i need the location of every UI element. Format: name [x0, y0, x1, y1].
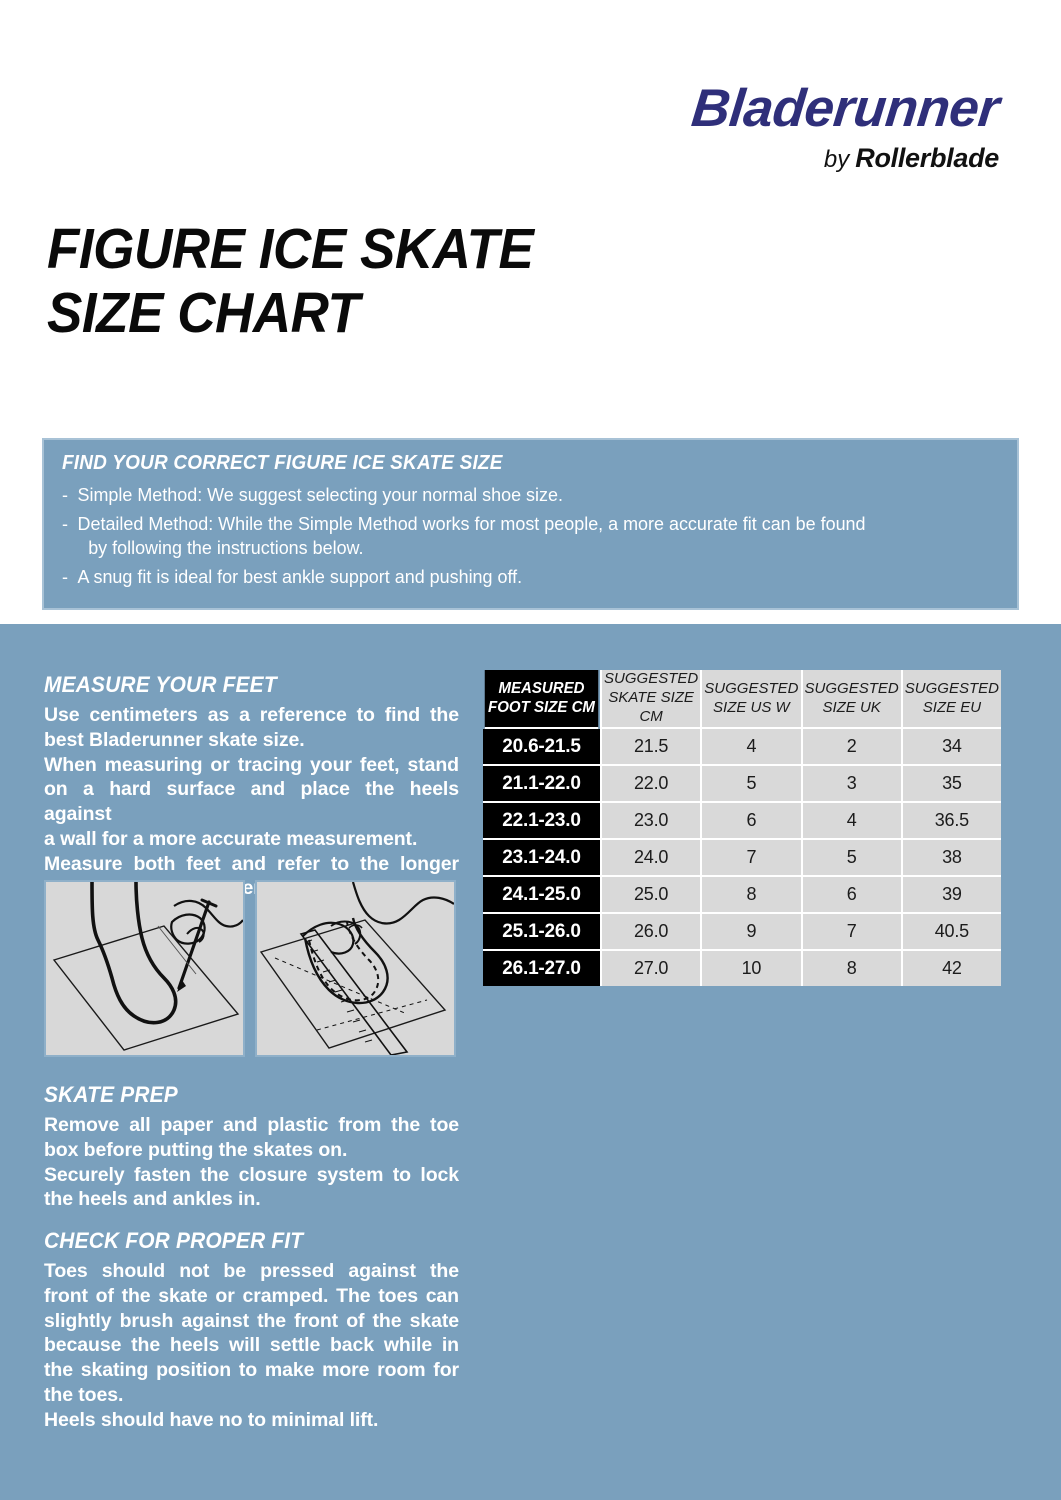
cell-measured-foot-size: 25.1-26.0 — [483, 914, 600, 951]
byline-by-word: by — [823, 146, 850, 173]
list-item — [62, 483, 971, 507]
instructions-panel — [0, 624, 1061, 1500]
table-row — [483, 951, 1001, 986]
find-your-size-info-box — [42, 438, 1019, 610]
cell-size-us-w: 7 — [700, 840, 800, 877]
body-line: When measuring or tracing your feet, stand — [44, 753, 459, 776]
cell-size-eu: 40.5 — [901, 914, 1001, 951]
cell-size-us-w: 8 — [700, 877, 800, 914]
cell-skate-size-cm: 22.0 — [600, 766, 700, 803]
cell-measured-foot-size: 21.1-22.0 — [483, 766, 600, 803]
skate-prep-body — [44, 1113, 459, 1212]
cell-skate-size-cm: 25.0 — [600, 877, 700, 914]
cell-skate-size-cm: 26.0 — [600, 914, 700, 951]
cell-size-us-w: 10 — [700, 951, 800, 986]
body-line: Remove all paper and plastic from the toe — [44, 1114, 459, 1136]
header-line: SKATE SIZE CM — [608, 689, 694, 725]
skate-prep-section — [44, 1082, 459, 1212]
measure-outline-with-ruler-illustration — [255, 880, 456, 1057]
page-title — [47, 218, 791, 346]
brand-byline — [692, 145, 999, 172]
cell-size-eu: 34 — [901, 729, 1001, 766]
cell-size-eu: 35 — [901, 766, 1001, 803]
cell-skate-size-cm: 24.0 — [600, 840, 700, 877]
bullet-dash: - — [62, 484, 68, 505]
header-line: SUGGESTED — [904, 679, 999, 697]
body-line: best Bladerunner skate size. — [44, 728, 305, 751]
cell-measured-foot-size: 22.1-23.0 — [483, 803, 600, 840]
cell-size-us-w: 9 — [700, 914, 800, 951]
cell-size-uk: 5 — [801, 840, 901, 877]
column-header-size-eu — [901, 670, 1001, 729]
body-line: a wall for a more accurate measurement. — [44, 827, 418, 850]
cell-size-us-w: 5 — [700, 766, 800, 803]
cell-size-uk: 6 — [801, 877, 901, 914]
body-line: on a hard surface and place the heels against — [44, 778, 459, 825]
list-item-text: Simple Method: We suggest selecting your normal shoe size. — [77, 484, 563, 505]
cell-size-uk: 2 — [801, 729, 901, 766]
table-header-row — [483, 670, 1001, 729]
measurement-illustrations — [44, 880, 462, 1057]
body-line: the toes. — [44, 1383, 124, 1406]
cell-measured-foot-size: 20.6-21.5 — [483, 729, 600, 766]
cell-measured-foot-size: 24.1-25.0 — [483, 877, 600, 914]
column-header-size-uk — [801, 670, 901, 729]
skate-prep-heading: SKATE PREP — [44, 1082, 178, 1107]
page-title-line-1: FIGURE ICE SKATE — [47, 217, 534, 281]
cell-size-uk: 8 — [801, 951, 901, 986]
cell-size-us-w: 6 — [700, 803, 800, 840]
check-for-proper-fit-heading: CHECK FOR PROPER FIT — [44, 1228, 304, 1253]
trace-foot-outline-illustration — [44, 880, 245, 1057]
cell-skate-size-cm: 21.5 — [600, 729, 700, 766]
info-box-heading: FIND YOUR CORRECT FIGURE ICE SKATE SIZE — [62, 452, 503, 474]
body-line: slightly brush against the front of the skate — [44, 1309, 459, 1332]
header-line: SIZE EU — [922, 698, 982, 716]
cell-size-eu: 42 — [901, 951, 1001, 986]
table-row — [483, 803, 1001, 840]
page-title-line-2: SIZE CHART — [47, 280, 360, 345]
list-item-text: A snug fit is ideal for best ankle support and pushing off. — [77, 566, 523, 588]
cell-size-eu: 36.5 — [901, 803, 1001, 840]
cell-skate-size-cm: 23.0 — [600, 803, 700, 840]
size-chart-table — [483, 670, 1001, 986]
header-line: SIZE US W — [713, 698, 790, 716]
header-line: SUGGESTED — [704, 679, 799, 697]
header-line: MEASURED — [498, 679, 585, 697]
bullet-dash: - — [62, 566, 68, 588]
measure-your-feet-heading: MEASURE YOUR FEET — [44, 672, 277, 697]
size-chart-table-wrapper — [483, 670, 1001, 986]
column-header-measured-foot-size — [485, 670, 598, 729]
body-line: the skating position to make more room for — [44, 1359, 459, 1381]
column-header-size-us-w — [700, 670, 800, 729]
body-line: because the heels will settle back while in — [44, 1334, 459, 1357]
measure-your-feet-section — [44, 672, 459, 901]
table-row — [483, 914, 1001, 951]
cell-measured-foot-size: 26.1-27.0 — [483, 951, 600, 986]
body-line: Securely fasten the closure system to lock — [44, 1163, 459, 1186]
check-for-proper-fit-section — [44, 1228, 459, 1432]
table-row — [483, 877, 1001, 914]
info-box-list — [62, 483, 999, 589]
body-line: Toes should not be pressed against the — [44, 1260, 459, 1282]
list-item-continuation: by following the instructions below. — [88, 537, 364, 559]
body-line: Use centimeters as a reference to find the — [44, 704, 459, 726]
body-line: box before putting the skates on. — [44, 1138, 348, 1161]
header-line: SIZE UK — [822, 698, 881, 716]
header-line: FOOT SIZE CM — [488, 698, 595, 716]
body-line: Heels should have no to minimal lift. — [44, 1408, 379, 1431]
cell-size-uk: 7 — [801, 914, 901, 951]
table-body — [483, 729, 1001, 986]
cell-size-eu: 38 — [901, 840, 1001, 877]
body-line: the heels and ankles in. — [44, 1188, 261, 1211]
cell-size-us-w: 4 — [700, 729, 800, 766]
cell-measured-foot-size: 23.1-24.0 — [483, 840, 600, 877]
cell-size-eu: 39 — [901, 877, 1001, 914]
list-item-text: Detailed Method: While the Simple Method works for most people, a more accurate fit can be found — [77, 513, 866, 535]
header-line: SUGGESTED — [804, 679, 899, 697]
body-line: front of the skate or cramped. The toes can — [44, 1284, 459, 1307]
brand-logo — [689, 79, 1003, 173]
table-row — [483, 840, 1001, 877]
list-item — [62, 565, 971, 589]
table-row — [483, 766, 1001, 803]
cell-skate-size-cm: 27.0 — [600, 951, 700, 986]
table-row — [483, 729, 1001, 766]
check-for-proper-fit-body — [44, 1259, 459, 1432]
brand-name: Bladerunner — [689, 79, 1003, 138]
header-line: SUGGESTED — [604, 670, 699, 688]
measure-your-feet-body — [44, 703, 459, 901]
table-header — [483, 670, 1001, 729]
parent-brand-name: Rollerblade — [855, 143, 999, 173]
body-line: Measure both feet and refer to the longer — [44, 852, 459, 875]
column-header-skate-size-cm — [600, 670, 700, 729]
list-item — [62, 512, 971, 560]
cell-size-uk: 3 — [801, 766, 901, 803]
cell-size-uk: 4 — [801, 803, 901, 840]
bullet-dash: - — [62, 513, 68, 535]
